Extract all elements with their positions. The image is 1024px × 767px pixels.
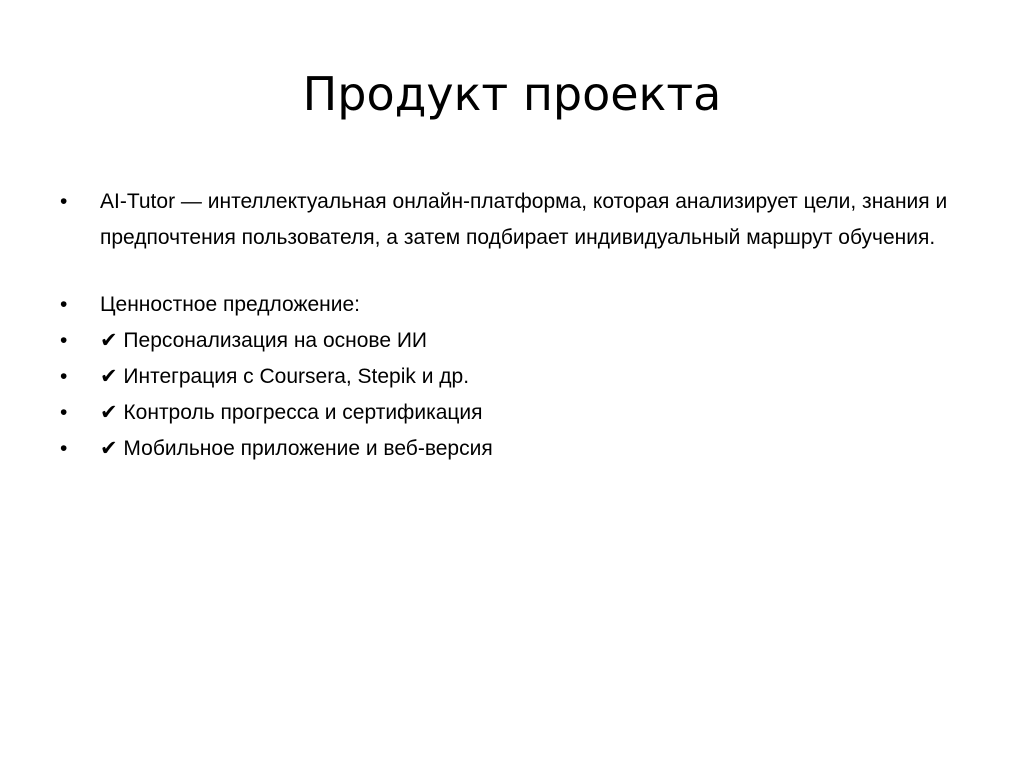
bullet-item-value-proposition bbox=[56, 287, 976, 323]
bullet-mark: • bbox=[60, 190, 68, 213]
bullet-mark: • bbox=[60, 401, 68, 424]
bullet-item-integration bbox=[56, 359, 976, 395]
bullet-text: ✔ Интеграция с Coursera, Stepik и др. bbox=[100, 365, 470, 388]
bullet-mark: • bbox=[60, 329, 68, 352]
bullet-text: AI-Tutor — интеллектуальная онлайн-платформа, которая анализирует цели, знания и предпочтения пользователя, а затем подбирает индивидуальный маршрут обучения. bbox=[100, 190, 948, 249]
bullet-text: Ценностное предложение: bbox=[100, 293, 361, 316]
bullet-text: ✔ Мобильное приложение и веб-версия bbox=[100, 437, 493, 460]
bullet-list bbox=[56, 184, 976, 467]
bullet-mark: • bbox=[60, 365, 68, 388]
bullet-item-product-description bbox=[56, 184, 976, 256]
bullet-item-progress-control bbox=[56, 395, 976, 431]
bullet-text: ✔ Персонализация на основе ИИ bbox=[100, 329, 428, 352]
slide-title: Продукт проекта bbox=[302, 67, 722, 121]
bullet-item-personalization bbox=[56, 323, 976, 359]
bullet-item-mobile-web bbox=[56, 431, 976, 467]
bullet-text: ✔ Контроль прогресса и сертификация bbox=[100, 401, 483, 424]
bullet-mark: • bbox=[60, 293, 68, 316]
bullet-mark: • bbox=[60, 437, 68, 460]
